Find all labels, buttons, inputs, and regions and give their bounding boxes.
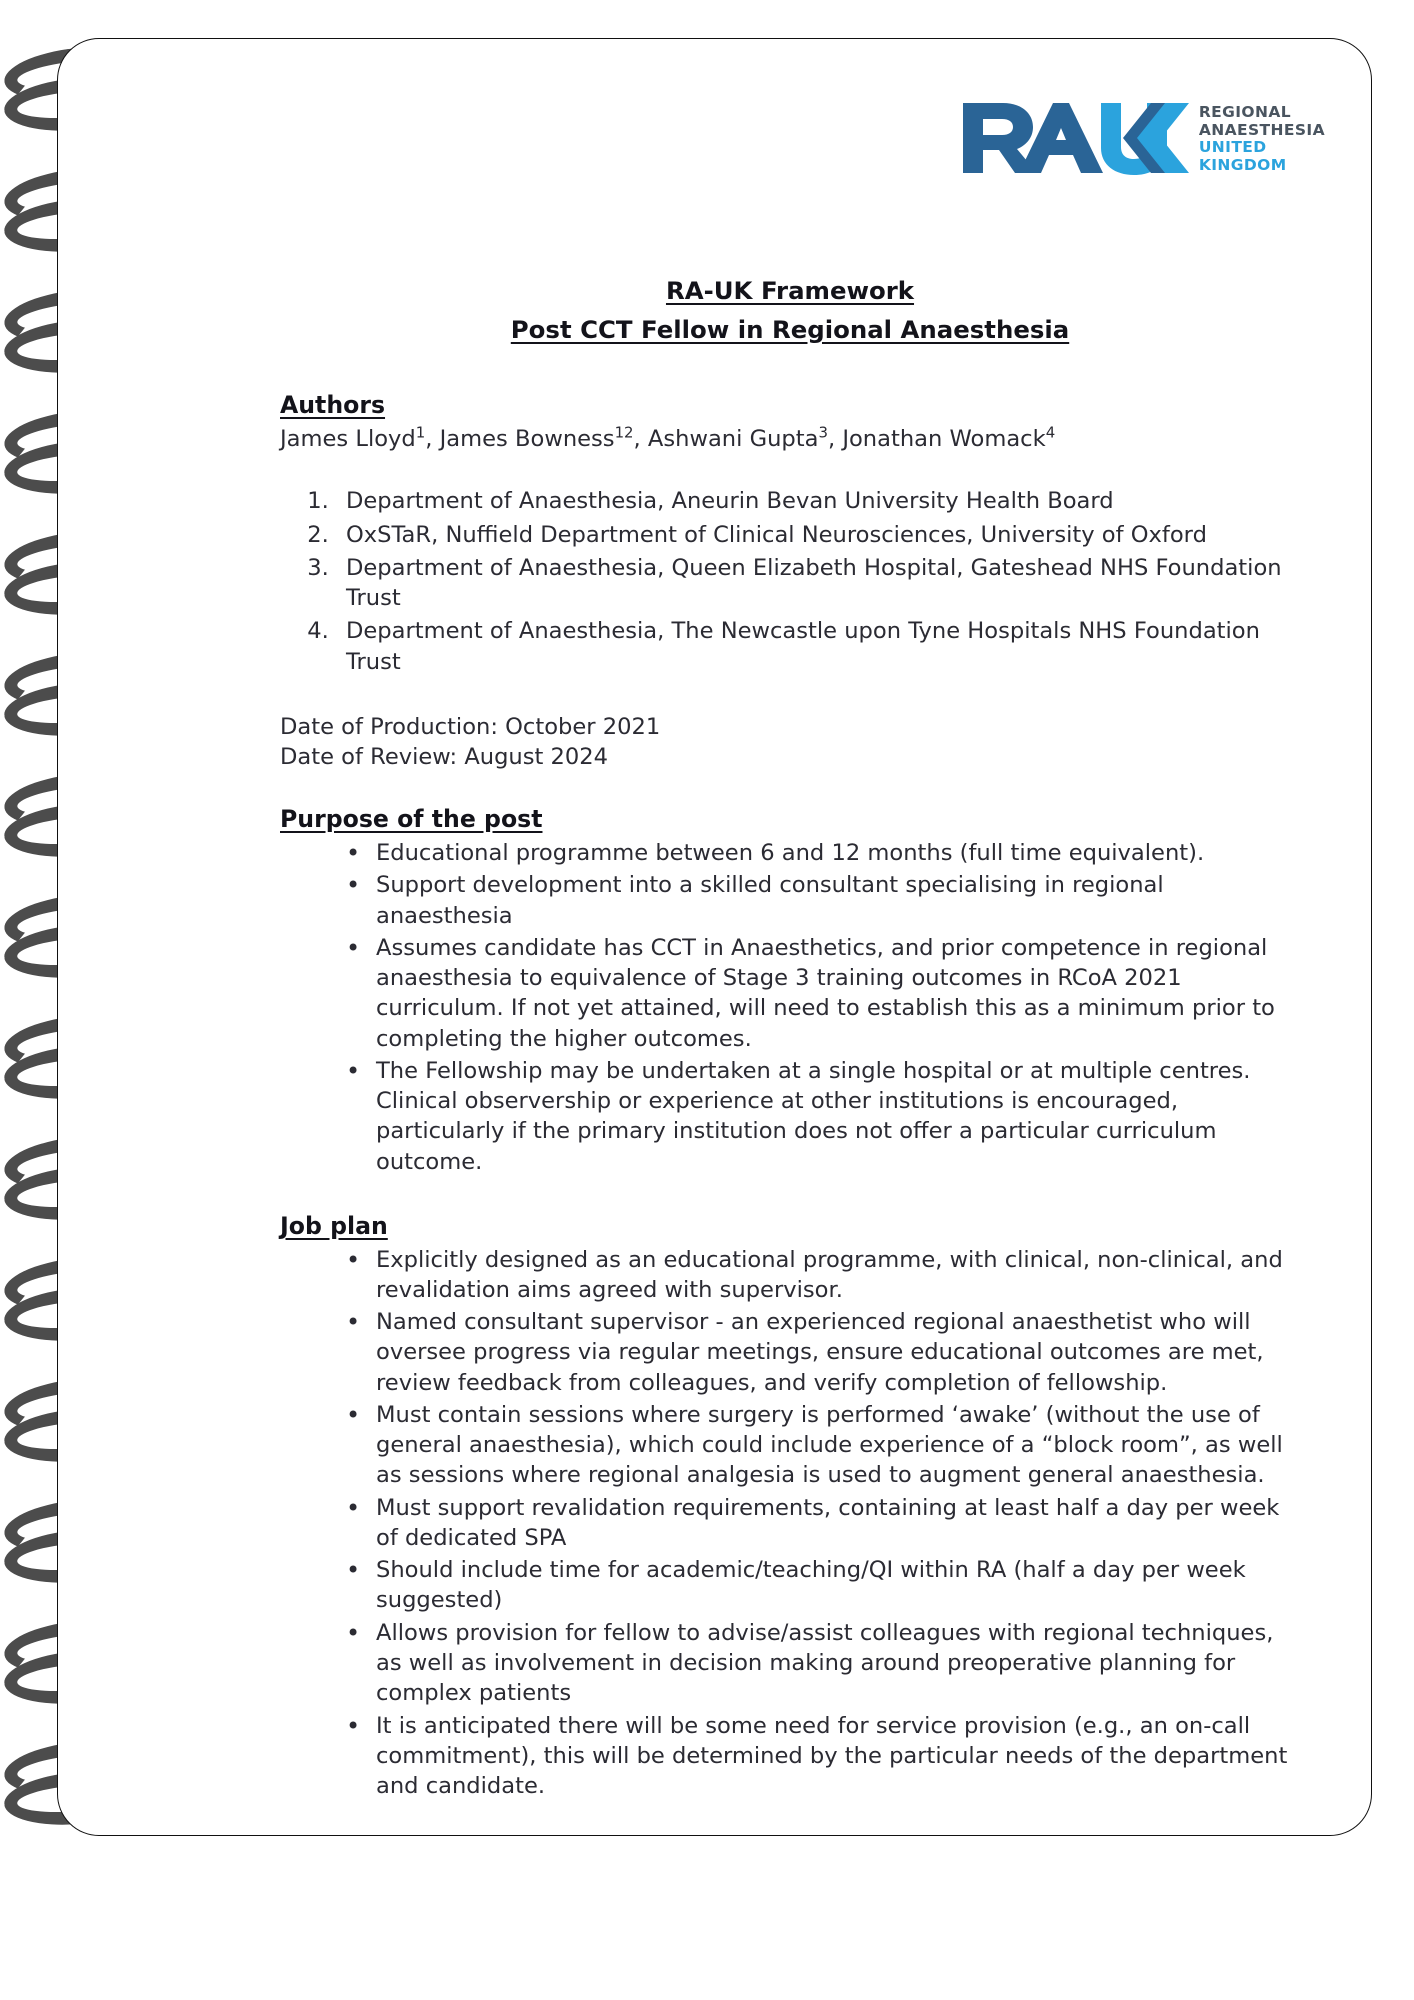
notebook-page [57, 38, 1372, 1836]
job-plan-heading: Job plan [280, 1211, 388, 1240]
author-superscript: 1 [415, 423, 426, 442]
job-plan-bullet-item: • It is anticipated there will be some need for service provision (e.g., an on-call commitment), this will be determined by the particular needs of the department and candidate. [346, 1711, 1300, 1802]
author-entry: Ashwani Gupta$^3$, [647, 423, 843, 453]
rauk-logo-mark [961, 99, 1189, 177]
author-entry: Jonathan Womack$^4$ [842, 423, 1056, 453]
affiliation-item: 1. Department of Anaesthesia, Aneurin Bevan University Health Board [336, 486, 1300, 516]
affiliation-item: 4. Department of Anaesthesia, The Newcastle upon Tyne Hospitals NHS Foundation Trust [336, 616, 1300, 677]
job-plan-bullet-item: • Must support revalidation requirements, containing at least half a day per week of dedicated SPA [346, 1493, 1300, 1554]
rauk-logo [961, 99, 1325, 177]
rauk-logo-wordmark [1199, 102, 1325, 174]
author-superscript: 3 [818, 423, 828, 442]
author-entry: James Lloyd$^1$, [280, 423, 440, 453]
purpose-bullet-list [280, 838, 1300, 1177]
job-plan-bullet-item: • Should include time for academic/teaching/QI within RA (half a day per week suggested) [346, 1555, 1300, 1616]
date-of-production: Date of Production: October 2021 [280, 713, 661, 740]
logo-line-kingdom: KINGDOM [1198, 155, 1287, 174]
purpose-bullet-item: • Educational programme between 6 and 12 months (full time equivalent). [346, 838, 1300, 868]
purpose-bullet-item: • The Fellowship may be undertaken at a single hospital or at multiple centres. Clinical observership or experience at other institutions is encouraged, particularly if the primary institution does not offer a particular curriculum outcome. [346, 1056, 1300, 1177]
document-title-line2: Post CCT Fellow in Regional Anaesthesia [510, 314, 1070, 344]
author-superscript: 12 [614, 423, 634, 442]
date-of-review: Date of Review: August 2024 [280, 744, 609, 771]
author-superscript: 4 [1045, 423, 1056, 442]
purpose-bullet-item: • Support development into a skilled consultant specialising in regional anaesthesia [346, 870, 1300, 931]
purpose-bullet-item: • Assumes candidate has CCT in Anaesthetics, and prior competence in regional anaesthesia to equivalence of Stage 3 training outcomes in RCoA 2021 curriculum. If not yet attained, will need to establish this as a minimum prior to completing the higher outcomes. [346, 933, 1300, 1054]
author-entry: James Bowness$^{12}$, [439, 423, 648, 453]
logo-line-united: UNITED [1198, 138, 1267, 156]
logo-line-regional: REGIONAL [1198, 103, 1292, 121]
document-title-line1: RA-UK Framework [665, 276, 915, 305]
job-plan-bullet-item: • Named consultant supervisor - an experienced regional anaesthetist who will oversee progress via regular meetings, ensure educational outcomes are met, review feedback from colleagues, and verify completion of fellowship. [346, 1307, 1300, 1398]
purpose-heading: Purpose of the post [280, 805, 543, 834]
logo-line-anaesthesia: ANAESTHESIA [1198, 120, 1325, 139]
affiliation-item: 2. OxSTaR, Nuffield Department of Clinical Neurosciences, University of Oxford [336, 520, 1300, 550]
affiliation-item: 3. Department of Anaesthesia, Queen Elizabeth Hospital, Gateshead NHS Foundation Trust [336, 553, 1300, 614]
affiliations-list [280, 486, 1300, 677]
job-plan-bullet-item: • Allows provision for fellow to advise/assist colleagues with regional techniques, as well as involvement in decision making around preoperative planning for complex patients [346, 1618, 1300, 1709]
job-plan-bullet-item: • Must contain sessions where surgery is performed ‘awake’ (without the use of general anaesthesia), which could include experience of a “block room”, as well as sessions where regional analgesia is used to augment general anaesthesia. [346, 1400, 1300, 1491]
authors-heading: Authors [280, 391, 386, 420]
document-body [280, 275, 1300, 1803]
job-plan-bullet-list [280, 1245, 1300, 1802]
job-plan-bullet-item: • Explicitly designed as an educational programme, with clinical, non-clinical, and revalidation aims agreed with supervisor. [346, 1245, 1300, 1306]
authors-byline [280, 424, 1300, 454]
